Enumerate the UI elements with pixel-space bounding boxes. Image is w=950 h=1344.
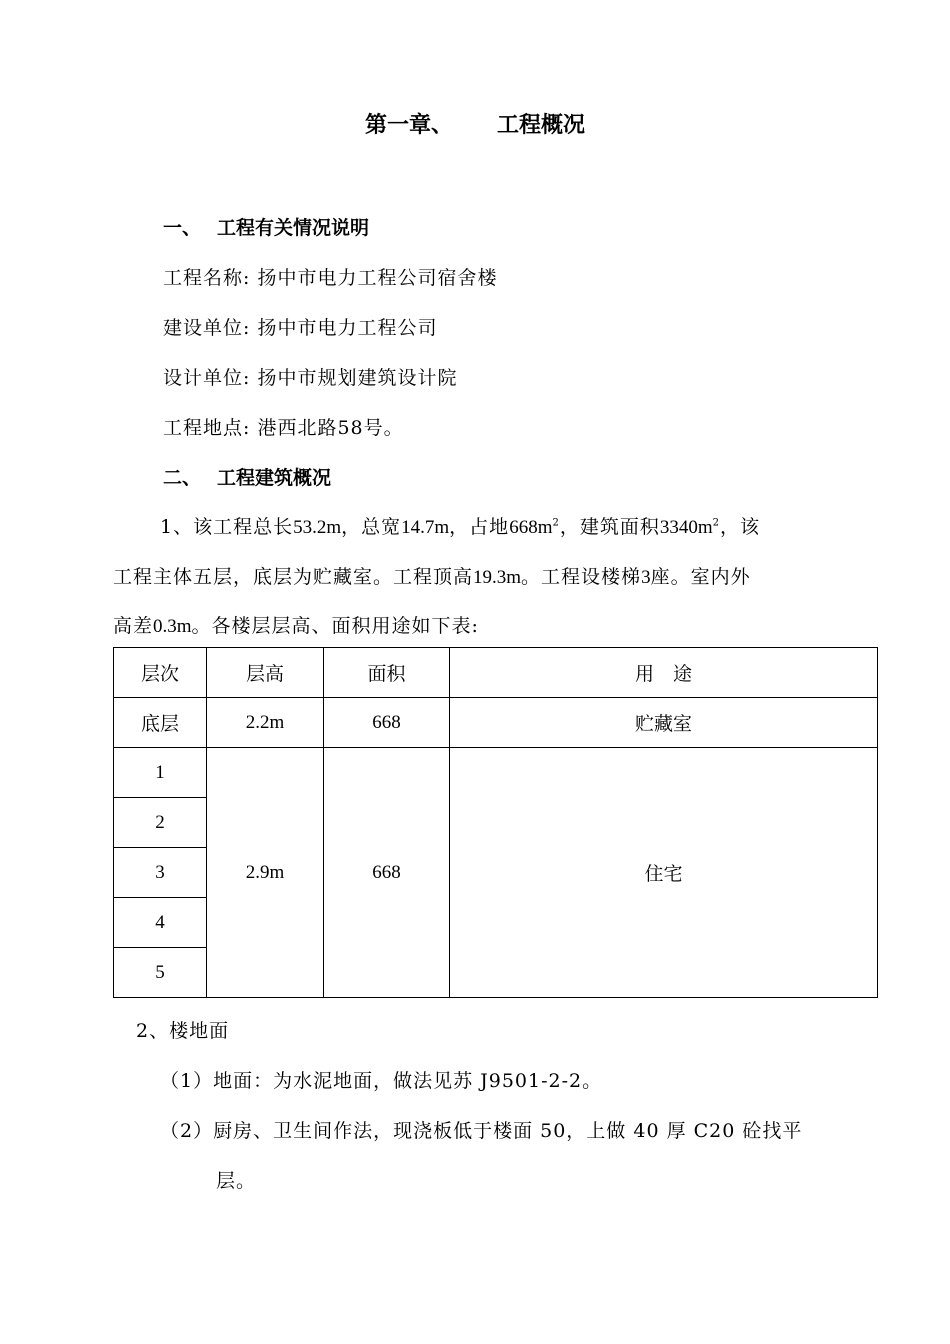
paragraph-line-2: 工程主体五层，底层为贮藏室。工程顶高19.3m。工程设楼梯3座。室内外 [113,566,751,588]
section-1-heading: 一、 工程有关情况说明 [163,217,370,239]
table-row: 2 [114,798,878,848]
header-floor: 层次 [114,648,207,698]
table-row: 3 [114,848,878,898]
project-name-line: 工程名称: 扬中市电力工程公司宿舍楼 [163,267,498,289]
paragraph-line-1: 1、该工程总长53.2m，总宽14.7m，占地$668m^2$，建筑面积$3340m^2$，该 [160,516,761,538]
upper-area-cell: 668 [324,748,450,998]
header-use: 用 途 [450,648,878,698]
floor-table [113,647,878,998]
location-line: 工程地点: 港西北路58号。 [163,417,404,439]
sub-item-2-continuation: 层。 [216,1170,257,1192]
header-area: 面积 [324,648,450,698]
item-2-heading: 2、楼地面 [136,1020,230,1042]
table-row: 4 [114,898,878,948]
chapter-title: 工程概况 [497,113,586,138]
table-row: 底层 2.2m 668 贮藏室 [114,698,878,748]
paragraph-line-3: 高差0.3m。各楼层层高、面积用途如下表: [113,615,479,637]
table-header-row [114,648,878,698]
builder-line: 建设单位: 扬中市电力工程公司 [163,317,438,339]
sub-item-1: （1）地面：为水泥地面，做法见苏 J9501-2-2。 [160,1070,603,1092]
table-row: 1 2.9m 668 住宅 [114,748,878,798]
sub-item-2: （2）厨房、卫生间作法，现浇板低于楼面 50，上做 40 厚 C20 砼找平 [160,1120,803,1142]
table-row: 5 [114,948,878,998]
chapter-number: 第一章、 [364,113,453,138]
header-height: 层高 [207,648,324,698]
upper-height-cell: 2.9m [207,748,324,998]
upper-use-cell: 住宅 [450,748,878,998]
section-2-heading: 二、 工程建筑概况 [163,467,332,489]
designer-line: 设计单位: 扬中市规划建筑设计院 [163,367,458,389]
page-title [0,108,950,139]
